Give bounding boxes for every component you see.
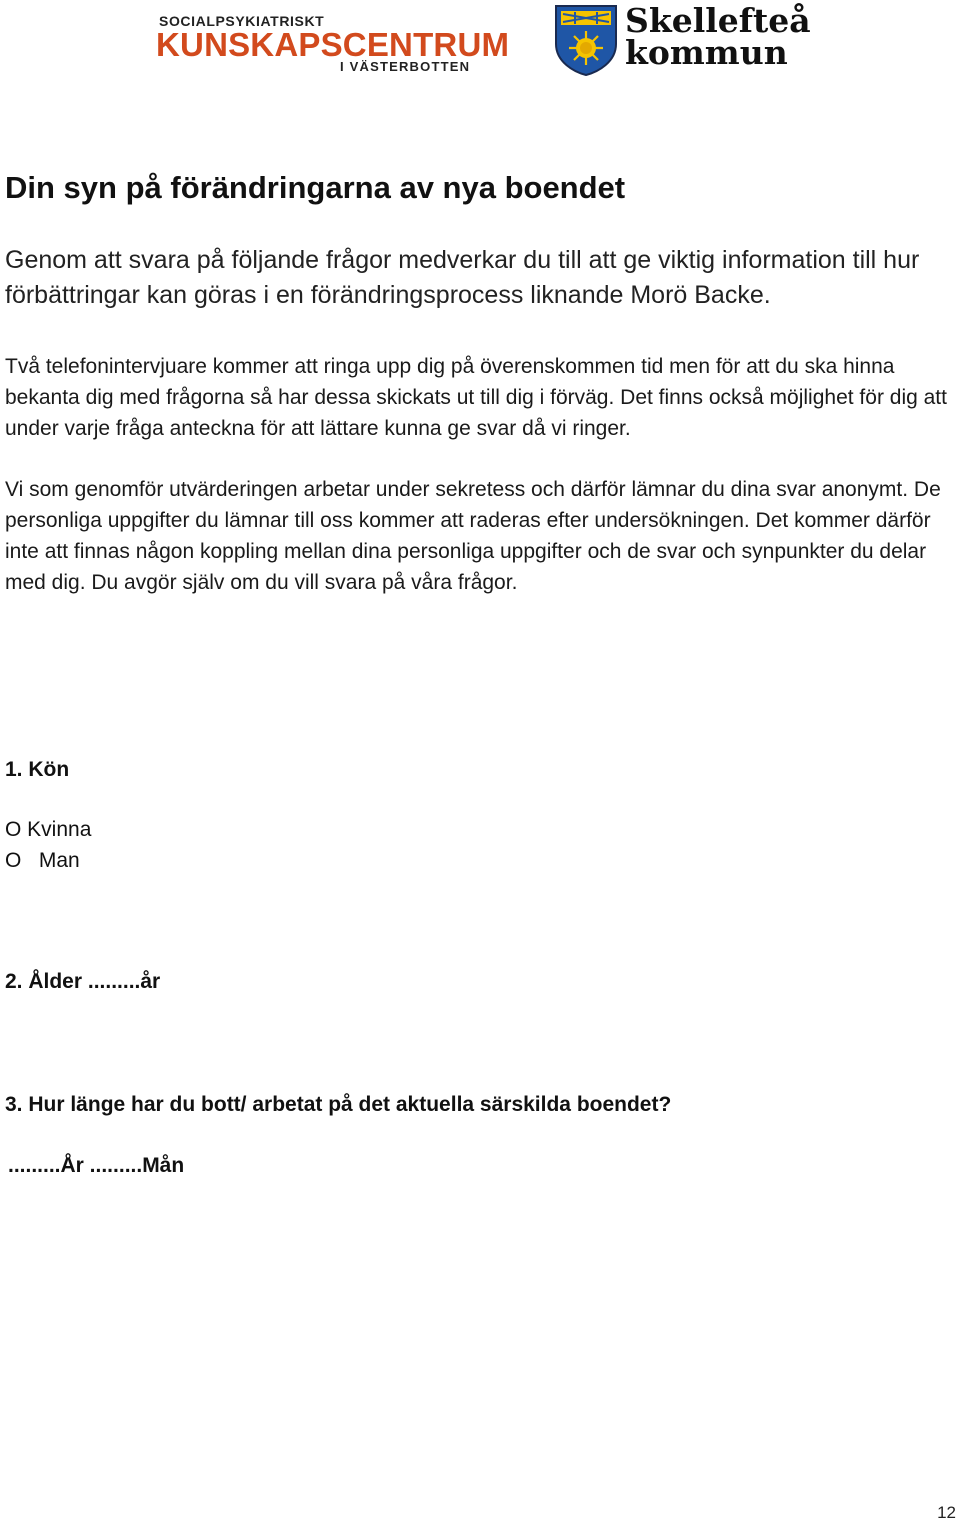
duration-answer-field[interactable]: .........År .........Mån: [8, 1154, 185, 1177]
option-kvinna[interactable]: O Kvinna: [5, 818, 92, 841]
coat-of-arms-icon: [553, 4, 619, 76]
question-duration: 3. Hur länge har du bott/ arbetat på det aktuella särskilda boendet?: [5, 1093, 672, 1116]
privacy-paragraph: Vi som genomför utvärderingen arbetar under sekretess och därför lämnar du dina svar anonymt. De personliga uppgifter du lämnar till oss kommer att raderas efter undersökningen. Det kommer därför inte att finnas någon koppling mellan dina personliga uppgifter och de svar och synpunkter du delar med dig. Du avgör själv om du vill svara på våra frågor.: [5, 478, 941, 594]
intro-paragraph: Genom att svara på följande frågor medverkar du till att ge viktig information till hur förbättringar kan göras i en förändringsprocess liknande Morö Backe.: [5, 246, 920, 309]
logo-main-text: KUNSKAPSCENTRUM: [156, 26, 510, 63]
logo-name-line2: kommun: [625, 33, 788, 72]
question-gender: 1. Kön: [5, 758, 70, 781]
option-man[interactable]: O Man: [5, 849, 80, 872]
page-title: Din syn på förändringarna av nya boendet: [5, 170, 626, 205]
logo-name-line1: Skellefteå: [625, 1, 811, 40]
question-age: 2. Ålder .........år: [5, 970, 161, 993]
kunskapscentrum-logo: [156, 13, 510, 74]
logo-top-text: SOCIALPSYKIATRISKT: [159, 13, 325, 29]
page-number: 12: [937, 1503, 956, 1522]
logo-bottom-text: I VÄSTERBOTTEN: [340, 59, 471, 74]
skelleftea-kommun-logo: [553, 1, 813, 78]
interview-paragraph: Två telefonintervjuare kommer att ringa upp dig på överenskommen tid men för att du ska hinna bekanta dig med frågorna så har dessa skickats ut till dig i förväg. Det finns också möjlighet för dig att under varje fråga anteckna för att lättare kunna ge svar då vi ringer.: [5, 355, 947, 440]
